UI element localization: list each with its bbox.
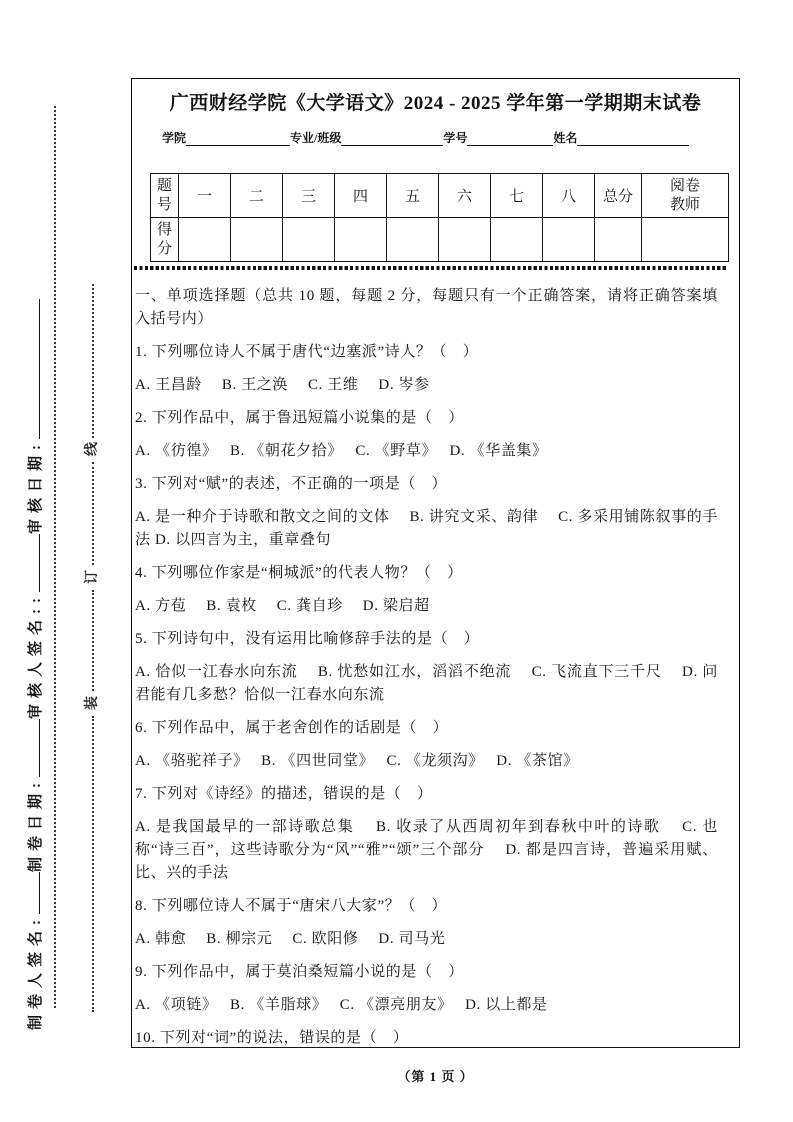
col-6: 六 [439,174,491,218]
name-blank [577,132,689,146]
section-heading: 一、单项选择题（总共 10 题，每题 2 分，每题只有一个正确答案，请将正确答案填入括号内） [135,288,718,327]
binding-dotted-line-segment [92,462,94,565]
question-3: 3. 下列对“赋”的表述，不正确的一项是（ ） [135,476,448,492]
page-number: （第 1 页 ） [397,1069,474,1084]
binding-dotted-line-segment [92,590,94,691]
question-5: 5. 下列诗句中，没有运用比喻修辞手法的是（ ） [135,631,480,647]
score-label-cell: 得分 [151,218,179,262]
question-3-options: A. 是一种介于诗歌和散文之间的文体 B. 讲究文采、韵律 C. 多采用铺陈叙事的手法 D. 以四言为主，重章叠句 [135,509,718,548]
student-id-label: 学号 [443,131,468,145]
score-table [150,173,729,262]
grader-cell [642,218,729,262]
margin-signature-labels [24,100,54,1030]
col-1: 一 [179,174,231,218]
col-2: 二 [231,174,283,218]
question-7-options: A. 是我国最早的一部诗歌总集 B. 收录了从西周初年到春秋中叶的诗歌 C. 也称“诗三百”，这些诗歌分为“风”“雅”“颂”三个部分 D. 都是四言诗，普遍采用赋、比、兴的手法 [135,819,718,881]
score-cell [335,218,387,262]
fold-dotted-line [54,106,56,1008]
reviewer-sign-label: 审核人签名:: [28,592,44,719]
grader-header: 阅卷教师 [642,174,729,218]
score-table-header-row [151,174,729,218]
question-2-options: A. 《彷徨》 B. 《朝花夕拾》 C. 《野草》 D. 《华盖集》 [135,443,548,459]
maker-date-blank [26,719,40,777]
question-1: 1. 下列哪位诗人不属于唐代“边塞派”诗人？（ ） [135,344,479,360]
question-4-options: A. 方苞 B. 袁枚 C. 龚自珍 D. 梁启超 [135,598,430,614]
score-cell [543,218,595,262]
col-5: 五 [387,174,439,218]
maker-sign-label: 制卷人签名: [28,914,44,1030]
score-cell [179,218,231,262]
reviewer-date-blank [26,299,40,439]
maker-sign-blank [26,872,40,914]
score-table-score-row [151,218,729,262]
question-1-options: A. 王昌龄 B. 王之涣 C. 王维 D. 岑参 [135,377,430,393]
question-area [135,285,718,1060]
question-number-header: 题号 [151,174,179,218]
question-10: 10. 下列对“词”的说法，错误的是（ ） [135,1030,409,1046]
question-9: 9. 下列作品中，属于莫泊桑短篇小说的是（ ） [135,964,464,980]
col-3: 三 [283,174,335,218]
question-9-options: A. 《项链》 B. 《羊脂球》 C. 《漂亮朋友》 D. 以上都是 [135,997,548,1013]
col-4: 四 [335,174,387,218]
score-cell [439,218,491,262]
binding-line-char-zhuang: 装 [82,694,104,712]
score-cell [231,218,283,262]
student-id-blank [467,132,553,146]
question-2: 2. 下列作品中，属于鲁迅短篇小说集的是（ ） [135,410,464,426]
question-7: 7. 下列对《诗经》的描述，错误的是（ ） [135,786,433,802]
student-info-row [162,129,721,146]
question-8: 8. 下列哪位诗人不属于“唐宋八大家”？（ ） [135,898,448,914]
binding-dotted-line-segment [92,284,94,438]
col-7: 七 [491,174,543,218]
total-score-cell [595,218,642,262]
question-6-options: A. 《骆驼祥子》 B. 《四世同堂》 C. 《龙须沟》 D. 《茶馆》 [135,753,579,769]
exam-title: 广西财经学院《大学语文》2024 - 2025 学年第一学期期末试卷 [169,93,702,114]
reviewer-date-label: 审核日期: [28,439,44,534]
total-score-header: 总分 [595,174,642,218]
question-6: 6. 下列作品中，属于老舍创作的话剧是（ ） [135,720,449,736]
score-cell [283,218,335,262]
dotted-separator [134,266,726,270]
question-8-options: A. 韩愈 B. 柳宗元 C. 欧阳修 D. 司马光 [135,931,446,947]
binding-line-char-xian: 线 [82,440,104,458]
score-cell [491,218,543,262]
col-8: 八 [543,174,595,218]
major-class-blank [341,132,443,146]
name-label: 姓名 [553,131,578,145]
major-class-label: 专业/班级 [290,131,342,145]
question-4: 4. 下列哪位作家是“桐城派”的代表人物？（ ） [135,565,463,581]
binding-dotted-line-segment [92,716,94,1012]
question-5-options: A. 恰似一江春水向东流 B. 忧愁如江水，滔滔不绝流 C. 飞流直下三千尺 D. 问君能有几多愁？恰似一江春水向东流 [135,664,718,703]
score-cell [387,218,439,262]
maker-date-label: 制卷日期: [28,777,44,872]
reviewer-sign-blank [26,534,40,592]
binding-line-char-ding: 订 [82,568,104,586]
college-blank [186,132,290,146]
exam-content-box [131,78,740,1048]
college-label: 学院 [162,131,187,145]
